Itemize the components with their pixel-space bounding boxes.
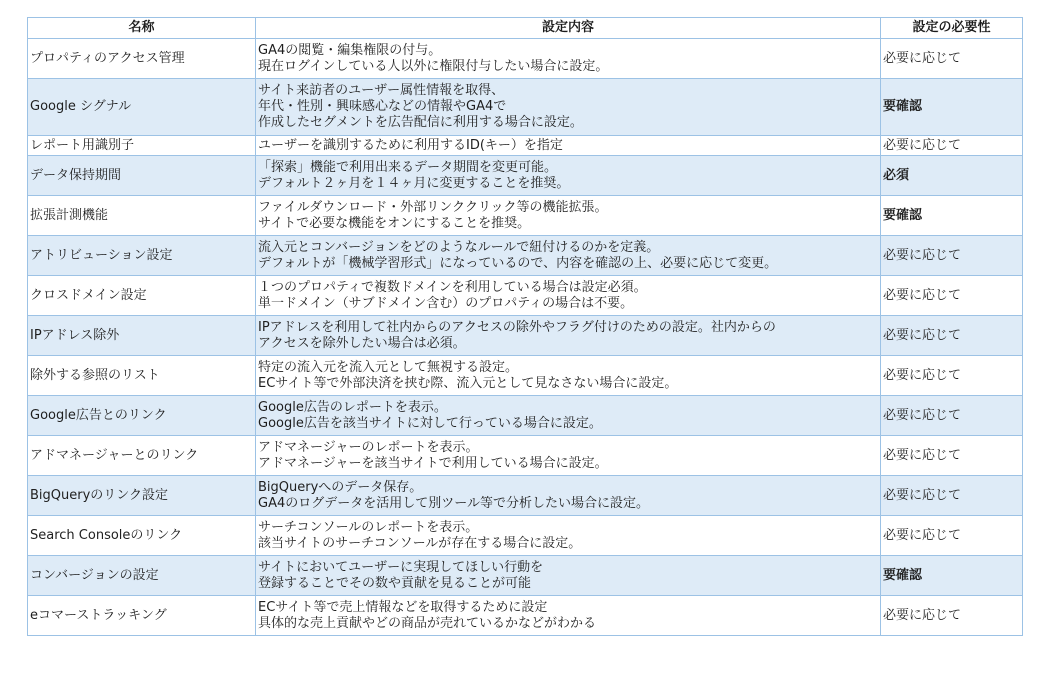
setting-necessity-cell: 要確認 bbox=[881, 196, 1023, 236]
setting-detail-cell bbox=[256, 356, 881, 396]
table-row bbox=[28, 396, 1023, 436]
setting-detail-cell bbox=[256, 236, 881, 276]
setting-detail-line: １つのプロパティで複数ドメインを利用している場合は設定必須。 bbox=[258, 279, 647, 295]
table-row bbox=[28, 356, 1023, 396]
table-row bbox=[28, 79, 1023, 136]
setting-detail-cell bbox=[256, 196, 881, 236]
table-row bbox=[28, 316, 1023, 356]
table-row bbox=[28, 516, 1023, 556]
setting-detail-cell bbox=[256, 316, 881, 356]
setting-detail-line: 特定の流入元を流入元として無視する設定。 bbox=[258, 359, 519, 375]
setting-name-cell: BigQueryのリンク設定 bbox=[28, 476, 256, 516]
setting-necessity-cell: 必要に応じて bbox=[881, 596, 1023, 636]
setting-detail-line: GA4のログデータを活用して別ツール等で分析したい場合に設定。 bbox=[258, 495, 649, 511]
setting-detail-line: サーチコンソールのレポートを表示。 bbox=[258, 519, 479, 535]
setting-name-cell: 拡張計測機能 bbox=[28, 196, 256, 236]
setting-necessity-cell: 必要に応じて bbox=[881, 396, 1023, 436]
setting-detail-line: アドマネージャーのレポートを表示。 bbox=[258, 439, 479, 455]
setting-detail-line: ECサイト等で売上情報などを取得するために設定 bbox=[258, 599, 548, 615]
setting-detail-line: ECサイト等で外部決済を挟む際、流入元として見なさない場合に設定。 bbox=[258, 375, 678, 391]
table-header-row bbox=[28, 18, 1023, 39]
setting-detail-line: Google広告を該当サイトに対して行っている場合に設定。 bbox=[258, 415, 602, 431]
setting-detail-line: 登録することでその数や貢献を見ることが可能 bbox=[258, 575, 532, 591]
setting-detail-line: BigQueryへのデータ保存。 bbox=[258, 479, 423, 495]
setting-detail-cell bbox=[256, 39, 881, 79]
setting-detail-line: Google広告のレポートを表示。 bbox=[258, 399, 447, 415]
setting-necessity-cell: 必要に応じて bbox=[881, 276, 1023, 316]
setting-detail-cell bbox=[256, 516, 881, 556]
setting-necessity-cell: 必要に応じて bbox=[881, 356, 1023, 396]
setting-name-cell: アドマネージャーとのリンク bbox=[28, 436, 256, 476]
setting-name-cell: Search Consoleのリンク bbox=[28, 516, 256, 556]
setting-detail-cell bbox=[256, 136, 881, 156]
setting-detail-line: デフォルトが「機械学習形式」になっているので、内容を確認の上、必要に応じて変更。 bbox=[258, 255, 778, 271]
table-row bbox=[28, 236, 1023, 276]
setting-necessity-cell: 必須 bbox=[881, 156, 1023, 196]
setting-detail-line: アクセスを除外したい場合は必須。 bbox=[258, 335, 466, 351]
setting-necessity-cell: 必要に応じて bbox=[881, 136, 1023, 156]
setting-necessity-cell: 要確認 bbox=[881, 79, 1023, 136]
setting-detail-cell bbox=[256, 436, 881, 476]
setting-necessity-cell: 必要に応じて bbox=[881, 236, 1023, 276]
ga4-settings-table bbox=[27, 17, 1023, 636]
setting-detail-cell bbox=[256, 276, 881, 316]
setting-detail-line: 現在ログインしている人以外に権限付与したい場合に設定。 bbox=[258, 58, 609, 74]
setting-necessity-cell: 必要に応じて bbox=[881, 39, 1023, 79]
setting-detail-cell bbox=[256, 79, 881, 136]
header-detail: 設定内容 bbox=[256, 18, 881, 39]
setting-detail-line: ファイルダウンロード・外部リンククリック等の機能拡張。 bbox=[258, 199, 608, 215]
setting-detail-cell bbox=[256, 476, 881, 516]
setting-detail-line: IPアドレスを利用して社内からのアクセスの除外やフラグ付けのための設定。社内からの bbox=[258, 319, 776, 335]
table-row bbox=[28, 556, 1023, 596]
setting-name-cell: データ保持期間 bbox=[28, 156, 256, 196]
setting-necessity-cell: 必要に応じて bbox=[881, 476, 1023, 516]
table-row bbox=[28, 436, 1023, 476]
setting-detail-line: 該当サイトのサーチコンソールが存在する場合に設定。 bbox=[258, 535, 582, 551]
setting-detail-cell bbox=[256, 556, 881, 596]
setting-name-cell: コンバージョンの設定 bbox=[28, 556, 256, 596]
setting-detail-line: 「探索」機能で利用出来るデータ期間を変更可能。 bbox=[258, 159, 558, 175]
setting-name-cell: eコマーストラッキング bbox=[28, 596, 256, 636]
setting-detail-line: アドマネージャーを該当サイトで利用している場合に設定。 bbox=[258, 455, 608, 471]
settings-table-container bbox=[27, 17, 1023, 636]
setting-name-cell: レポート用識別子 bbox=[28, 136, 256, 156]
setting-necessity-cell: 要確認 bbox=[881, 556, 1023, 596]
setting-name-cell: Google シグナル bbox=[28, 79, 256, 136]
table-row bbox=[28, 196, 1023, 236]
setting-name-cell: Google広告とのリンク bbox=[28, 396, 256, 436]
setting-name-cell: プロパティのアクセス管理 bbox=[28, 39, 256, 79]
setting-detail-line: 作成したセグメントを広告配信に利用する場合に設定。 bbox=[258, 115, 583, 130]
setting-detail-line: デフォルト２ヶ月を１４ヶ月に変更することを推奨。 bbox=[258, 175, 570, 191]
setting-detail-line: サイトにおいてユーザーに実現してほしい行動を bbox=[258, 559, 544, 575]
setting-detail-cell bbox=[256, 396, 881, 436]
table-row bbox=[28, 276, 1023, 316]
setting-detail-line: 具体的な売上貢献やどの商品が売れているかなどがわかる bbox=[258, 615, 597, 631]
table-row bbox=[28, 596, 1023, 636]
table-body bbox=[28, 39, 1023, 636]
table-row bbox=[28, 476, 1023, 516]
setting-detail-line: 年代・性別・興味感心などの情報やGA4で bbox=[258, 99, 507, 114]
table-row bbox=[28, 39, 1023, 79]
setting-detail-cell bbox=[256, 156, 881, 196]
setting-detail-line: GA4の閲覧・編集権限の付与。 bbox=[258, 42, 442, 58]
setting-detail-line: ユーザーを識別するために利用するID(キー）を指定 bbox=[258, 137, 563, 153]
setting-detail-line: 単一ドメイン（サブドメイン含む）のプロパティの場合は不要。 bbox=[258, 295, 634, 311]
table-row bbox=[28, 156, 1023, 196]
setting-name-cell: 除外する参照のリスト bbox=[28, 356, 256, 396]
setting-name-cell: クロスドメイン設定 bbox=[28, 276, 256, 316]
setting-name-cell: IPアドレス除外 bbox=[28, 316, 256, 356]
setting-necessity-cell: 必要に応じて bbox=[881, 436, 1023, 476]
setting-detail-line: 流入元とコンバージョンをどのようなルールで紐付けるのかを定義。 bbox=[258, 239, 660, 255]
setting-detail-cell bbox=[256, 596, 881, 636]
setting-necessity-cell: 必要に応じて bbox=[881, 316, 1023, 356]
header-necessity: 設定の必要性 bbox=[881, 18, 1023, 39]
setting-necessity-cell: 必要に応じて bbox=[881, 516, 1023, 556]
table-row bbox=[28, 136, 1023, 156]
setting-detail-line: サイトで必要な機能をオンにすることを推奨。 bbox=[258, 215, 531, 231]
setting-detail-line: サイト来訪者のユーザー属性情報を取得、 bbox=[258, 83, 505, 98]
setting-name-cell: アトリビューション設定 bbox=[28, 236, 256, 276]
header-name: 名称 bbox=[28, 18, 256, 39]
